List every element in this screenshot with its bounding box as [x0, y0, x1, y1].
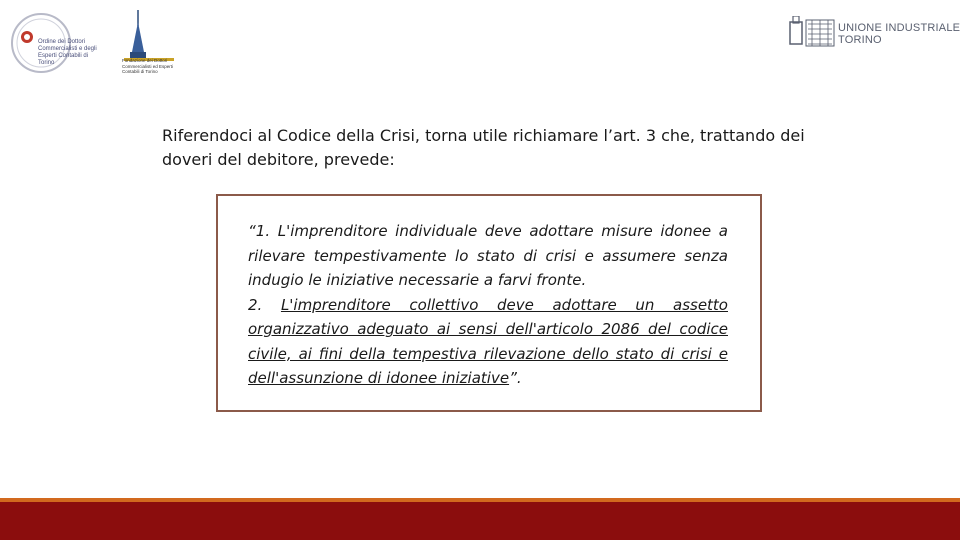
unione-line1: UNIONE INDUSTRIALE	[838, 22, 960, 34]
unione-industriale-text	[838, 22, 960, 46]
mole-antonelliana-icon	[120, 8, 180, 100]
mole-logo-text: Fondazione dei Dottori Commercialisti ed Esperti Contabili di Torino	[122, 58, 174, 74]
quote-paragraph-2-underlined: L'imprenditore collettivo deve adottare un assetto organizzativo adeguato ai sensi dell'articolo 2086 del codice civile, ai fini della tempestiva rilevazione dello stato di crisi e dell'assunzione di idonee iniziative	[248, 295, 728, 387]
quote-paragraph-2	[248, 293, 728, 391]
footer-band	[0, 498, 960, 540]
unione-line2: TORINO	[838, 34, 882, 46]
odcec-logo-text: Ordine dei Dottori Commercialisti e degli Esperti Contabili di Torino	[38, 39, 97, 66]
quote-paragraph-2-prefix: 2.	[248, 295, 281, 314]
intro-text: Riferendoci al Codice della Crisi, torna utile richiamare l’art. 3 che, trattando dei doveri del debitore, prevede:	[162, 126, 805, 169]
quote-paragraph-2-suffix: ”.	[509, 369, 522, 387]
quote-paragraph-1: “1. L'imprenditore individuale deve adottare misure idonee a rilevare tempestivamente lo stato di crisi e assumere senza indugio le iniziative necessarie a farvi fronte.	[248, 222, 728, 289]
article-quote	[248, 219, 728, 391]
footer-accent-line	[0, 498, 960, 502]
